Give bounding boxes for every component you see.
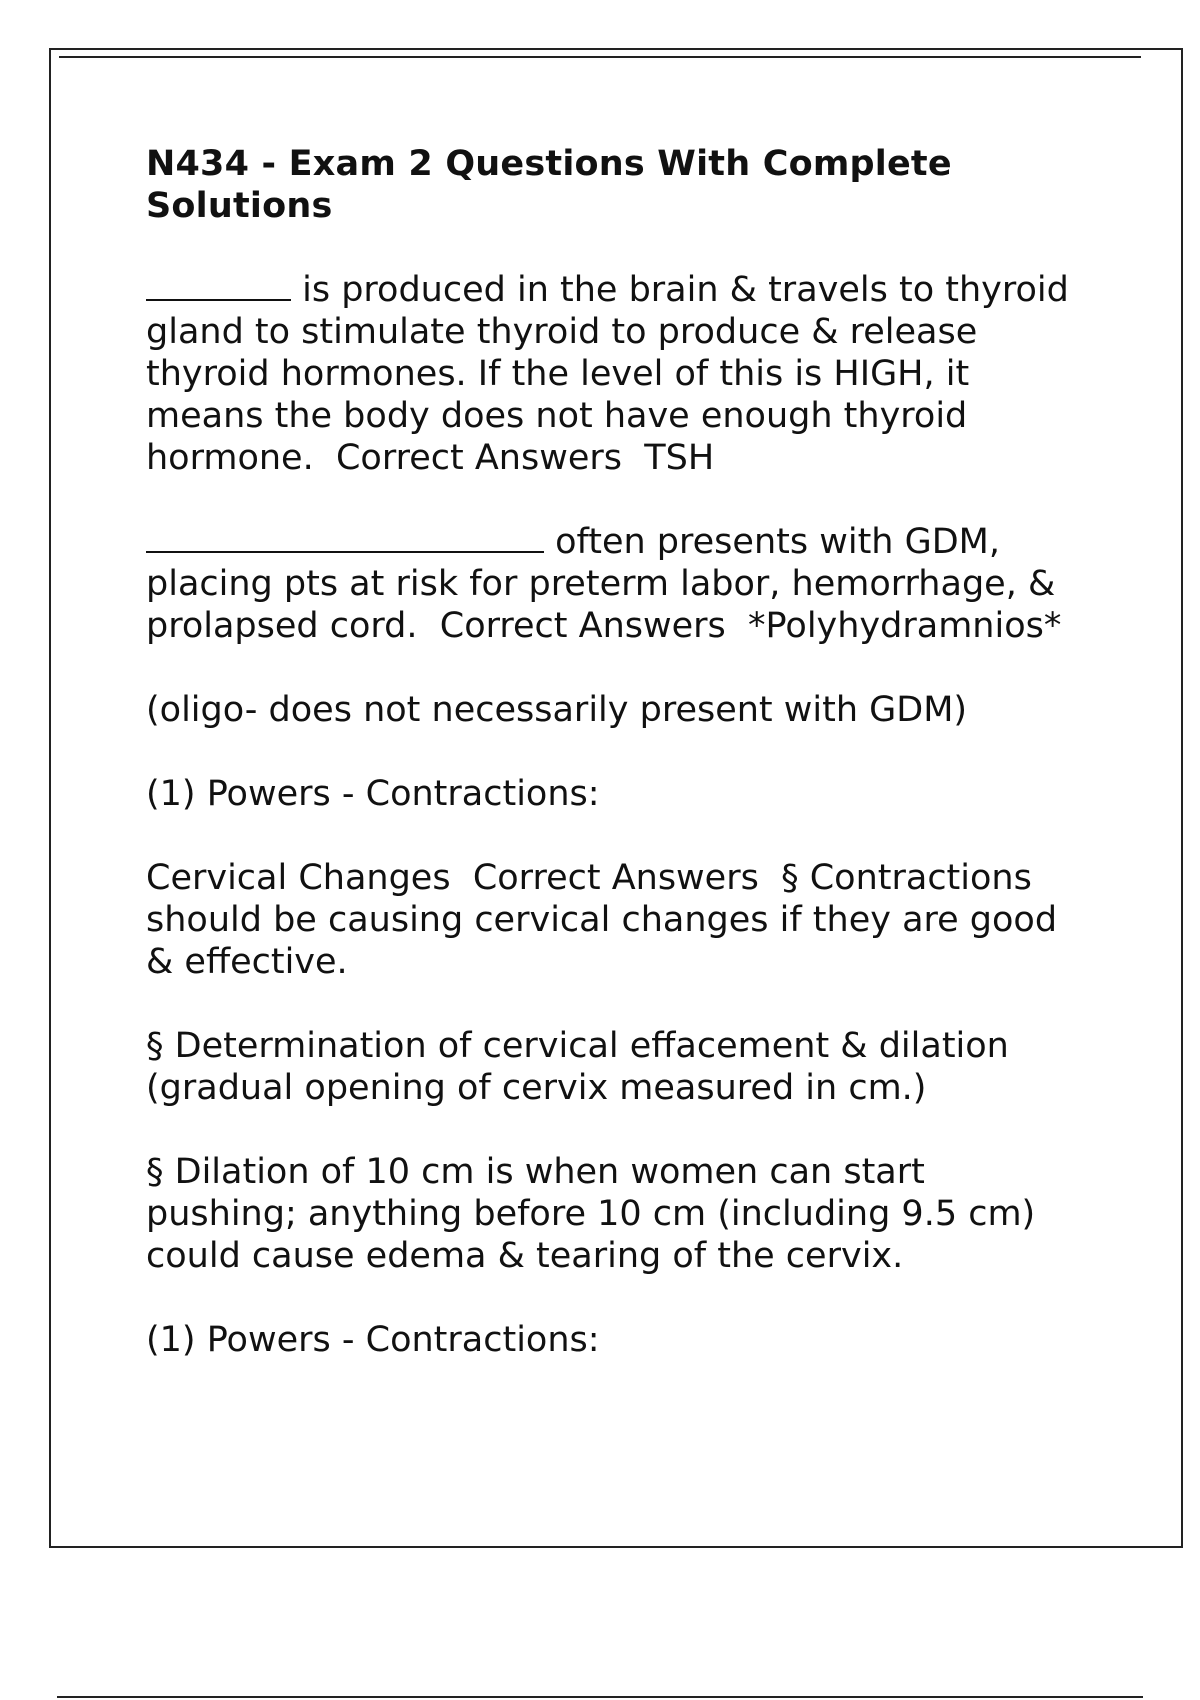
top-rule — [59, 56, 1141, 58]
document-content — [146, 143, 1080, 1403]
bullet-effacement: § Determination of cervical effacement & dilation (gradual opening of cervix measured in cm.) — [146, 1026, 1021, 1108]
question-text: is produced in the brain & travels to thyroid gland to stimulate thyroid to produce & release thyroid hormones. If the level of this is HIGH, it means the body does not have enough thyroid hormone. Correct Answers TSH — [146, 270, 1080, 478]
note-oligo: (oligo- does not necessarily present with GDM) — [146, 690, 968, 730]
question-cervical-changes: Cervical Changes Correct Answers § Contractions should be causing cervical changes if they are good & effective. — [146, 858, 1069, 982]
section-heading-powers: (1) Powers - Contractions: — [146, 774, 600, 814]
question-tsh — [146, 269, 1080, 479]
question-polyhydramnios — [146, 521, 1076, 647]
document-title: N434 - Exam 2 Questions With Complete Solutions — [146, 144, 952, 226]
answer-blank — [146, 269, 291, 301]
question-text: often presents with GDM, placing pts at risk for preterm labor, hemorrhage, & prolapsed cord. Correct Answers *Polyhydramnios* — [146, 522, 1067, 646]
answer-blank — [146, 521, 544, 553]
section-heading-powers-2: (1) Powers - Contractions: — [146, 1320, 600, 1360]
bullet-dilation: § Dilation of 10 cm is when women can start pushing; anything before 10 cm (including 9.5 cm) could cause edema & tearing of the cervix. — [146, 1152, 1047, 1276]
bottom-rule — [57, 1696, 1143, 1698]
